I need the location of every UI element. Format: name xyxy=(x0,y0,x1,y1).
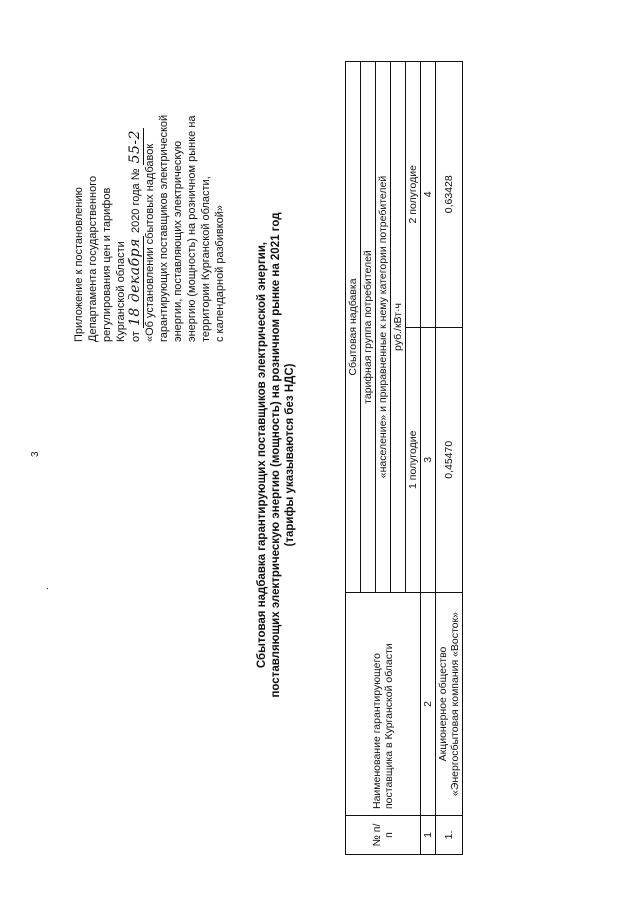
year-text: 2020 года № xyxy=(130,168,142,234)
tariff-table xyxy=(345,61,463,855)
appendix-line: энергию (мощность) на розничном рынке на xyxy=(186,115,198,342)
appendix-line: гарантирующих поставщиков электрической xyxy=(158,114,170,342)
header-half2: 2 полугодие xyxy=(406,62,421,328)
appendix-date-line xyxy=(128,12,143,342)
appendix-line: регулирования цен и тарифов xyxy=(101,187,113,342)
header-half1: 1 полугодие xyxy=(406,327,421,592)
stray-mark: . xyxy=(40,587,51,590)
appendix-line: территории Курганской области, xyxy=(200,176,212,342)
document-title xyxy=(255,65,297,845)
row-value-half1: 0,45470 xyxy=(436,327,463,592)
row-value-half2: 0,63428 xyxy=(436,62,463,328)
appendix-line: «Об установлении сбытовых надбавок xyxy=(144,143,156,342)
header-name: Наименование гарантирующего поставщика в Курганской области xyxy=(346,593,421,816)
row-name-line: Акционерное общество xyxy=(437,646,449,762)
title-line: (тарифы указываются без НДС) xyxy=(284,363,296,547)
appendix-line: с календарной разбивкой» xyxy=(214,204,226,342)
handwritten-number: 55-2 xyxy=(127,129,143,164)
header-subgroup: тарифная группа потребителей xyxy=(361,62,376,593)
appendix-line: Департамента государственного xyxy=(87,175,99,342)
index-cell: 1 xyxy=(421,816,436,855)
appendix-line: Приложение к постановлению xyxy=(73,187,85,342)
title-line: поставляющих электрическую энергию (мощность) на розничном рынке на 2021 год xyxy=(270,212,282,698)
appendix-line: энергии, поставляющих электрическую xyxy=(172,140,184,342)
row-name-line: «Энергосбытовая компания «Восток» xyxy=(449,612,461,797)
appendix-header xyxy=(72,12,227,342)
row-name xyxy=(436,593,463,816)
date-prefix: от xyxy=(130,331,142,342)
appendix-line: Курганской области xyxy=(115,241,127,342)
header-category: «население» и приравненные к нему категории потребителей xyxy=(376,62,391,593)
index-row xyxy=(421,62,436,855)
row-num: 1. xyxy=(436,816,463,855)
table-row xyxy=(436,62,463,855)
index-cell: 4 xyxy=(421,62,436,328)
index-cell: 2 xyxy=(421,593,436,816)
header-row xyxy=(346,62,361,855)
title-line: Сбытовая надбавка гарантирующих поставщиков электрической энергии, xyxy=(256,241,268,669)
handwritten-date: 18 декабря xyxy=(127,238,143,327)
index-cell: 3 xyxy=(421,327,436,592)
header-group: Сбытовая надбавка xyxy=(346,62,361,593)
page-number: 3 xyxy=(30,451,41,457)
header-unit: руб./кВт·ч xyxy=(391,62,406,593)
header-num: № п/п xyxy=(346,816,421,855)
